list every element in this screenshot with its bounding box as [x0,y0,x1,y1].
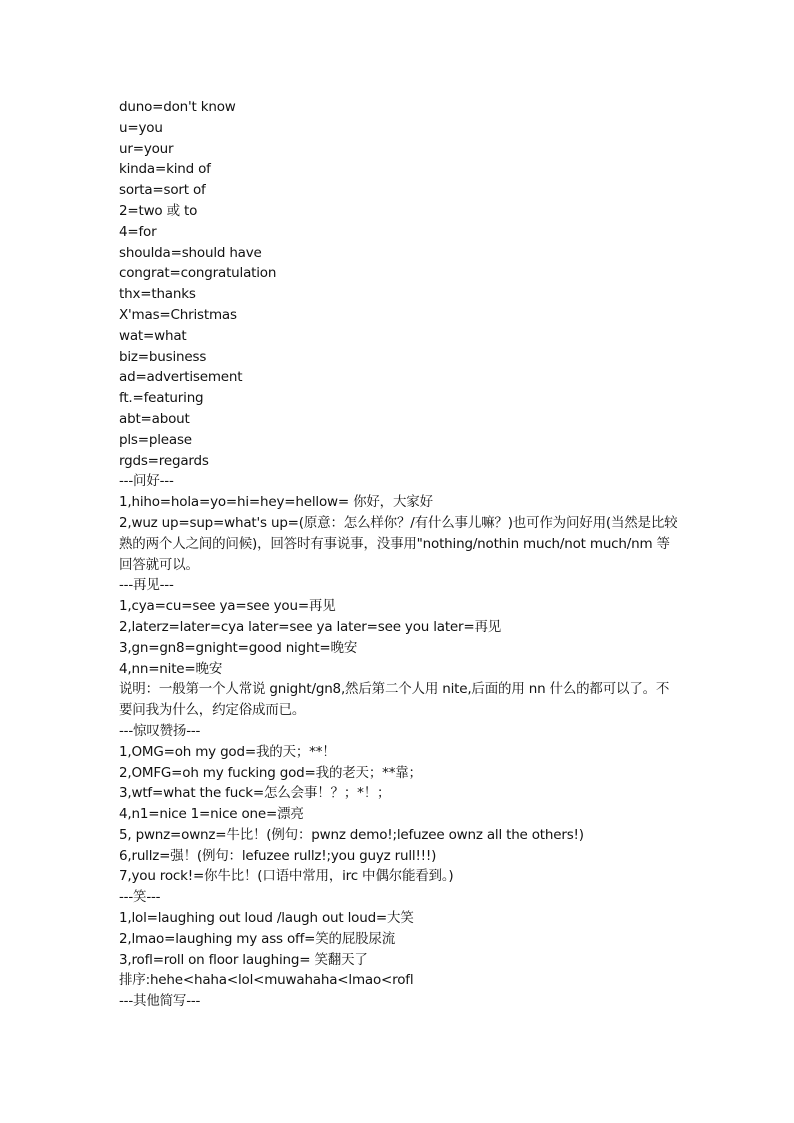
text-line: pls=please [119,431,192,448]
text-line: X'mas=Christmas [119,306,237,323]
text-line: biz=business [119,348,207,365]
text-line: 排序:hehe<haha<lol<muwahaha<lmao<rofl [119,972,414,989]
text-line: 2,lmao=laughing my ass off=笑的屁股尿流 [119,930,396,947]
text-line: 2=two 或 to [119,202,198,219]
text-line: 2,OMFG=oh my fucking god=我的老天；**靠； [119,764,422,781]
text-line: duno=don't know [119,99,236,115]
text-line: ur=your [119,140,174,157]
text-line: 2,laterz=later=cya later=see ya later=see you later=再见 [119,618,502,635]
text-line: 4=for [119,223,157,240]
text-line: shoulda=should have [119,244,262,261]
text-line: 3,rofl=roll on floor laughing= 笑翻天了 [119,951,368,968]
section-heading: ---问好--- [119,473,174,490]
document-body [119,97,679,1012]
text-line: 4,nn=nite=晚安 [119,660,223,677]
text-paragraph: 2,wuz up=sup=what's up=(原意：怎么样你？/有什么事儿嘛？)也可作为问好用(当然是比较熟的两个人之间的问候)，回答时有事说事，没事用"nothing/nothin much/not much/nm 等回答就可以。 [119,514,678,573]
text-line: 5, pwnz=ownz=牛比！(例句：pwnz demo!;lefuzee ownz all the others!) [119,826,584,843]
text-line: 1,cya=cu=see ya=see you=再见 [119,598,336,615]
text-line: rgds=regards [119,452,209,469]
text-line: thx=thanks [119,286,196,303]
text-paragraph: 说明：一般第一个人常说 gnight/gn8,然后第二个人用 nite,后面的用 nn 什么的都可以了。不要问我为什么，约定俗成而已。 [119,681,670,719]
text-line: wat=what [119,327,187,344]
text-line: congrat=congratulation [119,265,277,282]
section-heading: ---笑--- [119,889,161,906]
section-heading: ---再见--- [119,577,174,594]
text-line: 1,OMG=oh my god=我的天；**！ [119,743,336,760]
text-line: 1,lol=laughing out loud /laugh out loud=大笑 [119,910,414,927]
text-line: abt=about [119,410,190,427]
text-line: 3,wtf=what the fuck=怎么会事！？；*！； [119,785,391,802]
text-line: 1,hiho=hola=yo=hi=hey=hellow= 你好，大家好 [119,494,433,511]
text-line: 4,n1=nice 1=nice one=漂亮 [119,806,304,823]
text-line: sorta=sort of [119,182,206,199]
text-line: ad=advertisement [119,369,243,386]
text-line: ft.=featuring [119,390,204,407]
text-line: kinda=kind of [119,161,211,178]
section-heading: ---其他简写--- [119,993,201,1010]
text-line: 6,rullz=强！(例句：lefuzee rullz!;you guyz rull!!!) [119,847,437,864]
text-line: 3,gn=gn8=gnight=good night=晚安 [119,639,358,656]
text-line: u=you [119,119,163,136]
section-heading: ---惊叹赞扬--- [119,722,201,739]
text-line: 7,you rock!=你牛比！(口语中常用，irc 中偶尔能看到。) [119,868,454,885]
